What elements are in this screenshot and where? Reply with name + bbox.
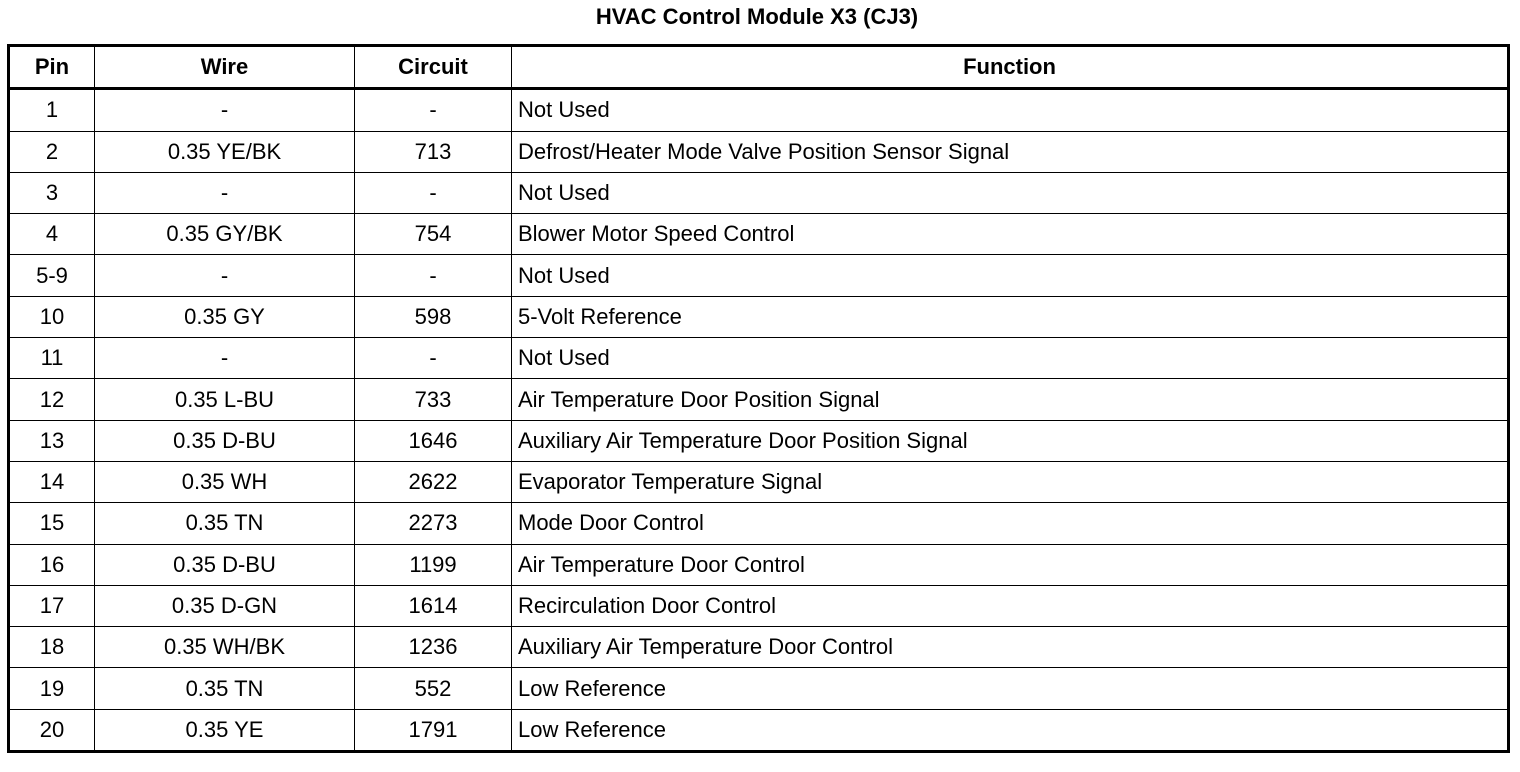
cell-circuit: 733 [355, 379, 512, 420]
cell-wire: 0.35 D-GN [95, 585, 355, 626]
table-row [9, 296, 1509, 337]
cell-wire: 0.35 YE/BK [95, 131, 355, 172]
cell-circuit: 1614 [355, 585, 512, 626]
cell-pin: 3 [9, 172, 95, 213]
cell-function: Not Used [512, 172, 1509, 213]
cell-pin: 17 [9, 585, 95, 626]
cell-wire: - [95, 255, 355, 296]
table-row [9, 172, 1509, 213]
cell-function: Not Used [512, 255, 1509, 296]
cell-wire: - [95, 89, 355, 131]
cell-circuit: 2622 [355, 461, 512, 502]
cell-circuit: 1199 [355, 544, 512, 585]
table-row [9, 585, 1509, 626]
table-body [9, 89, 1509, 752]
table-row [9, 709, 1509, 751]
cell-circuit: - [355, 338, 512, 379]
cell-function: Defrost/Heater Mode Valve Position Sensor Signal [512, 131, 1509, 172]
cell-pin: 13 [9, 420, 95, 461]
table-row [9, 131, 1509, 172]
cell-function: Low Reference [512, 668, 1509, 709]
cell-pin: 19 [9, 668, 95, 709]
table-row [9, 461, 1509, 502]
cell-function: Mode Door Control [512, 503, 1509, 544]
header-pin: Pin [9, 46, 95, 89]
cell-wire: 0.35 YE [95, 709, 355, 751]
cell-circuit: - [355, 172, 512, 213]
table-row [9, 214, 1509, 255]
cell-circuit: 598 [355, 296, 512, 337]
page-title: HVAC Control Module X3 (CJ3) [595, 4, 919, 29]
cell-pin: 5-9 [9, 255, 95, 296]
cell-wire: 0.35 WH/BK [95, 627, 355, 668]
cell-pin: 15 [9, 503, 95, 544]
cell-circuit: - [355, 255, 512, 296]
table-row [9, 338, 1509, 379]
cell-function: Blower Motor Speed Control [512, 214, 1509, 255]
table-row [9, 544, 1509, 585]
header-circuit: Circuit [355, 46, 512, 89]
cell-wire: 0.35 GY/BK [95, 214, 355, 255]
cell-circuit: 754 [355, 214, 512, 255]
table-row [9, 627, 1509, 668]
table-row [9, 89, 1509, 131]
cell-wire: 0.35 TN [95, 668, 355, 709]
cell-wire: 0.35 D-BU [95, 420, 355, 461]
cell-function: Not Used [512, 89, 1509, 131]
cell-pin: 4 [9, 214, 95, 255]
cell-pin: 1 [9, 89, 95, 131]
table-row [9, 255, 1509, 296]
cell-function: 5-Volt Reference [512, 296, 1509, 337]
cell-function: Auxiliary Air Temperature Door Control [512, 627, 1509, 668]
header-wire: Wire [95, 46, 355, 89]
cell-circuit: 713 [355, 131, 512, 172]
cell-circuit: 552 [355, 668, 512, 709]
cell-pin: 14 [9, 461, 95, 502]
cell-circuit: 1791 [355, 709, 512, 751]
cell-wire: 0.35 L-BU [95, 379, 355, 420]
cell-function: Recirculation Door Control [512, 585, 1509, 626]
cell-wire: 0.35 D-BU [95, 544, 355, 585]
table-row [9, 668, 1509, 709]
cell-function: Evaporator Temperature Signal [512, 461, 1509, 502]
cell-wire: - [95, 172, 355, 213]
cell-wire: - [95, 338, 355, 379]
cell-function: Auxiliary Air Temperature Door Position Signal [512, 420, 1509, 461]
cell-function: Air Temperature Door Control [512, 544, 1509, 585]
cell-pin: 20 [9, 709, 95, 751]
cell-wire: 0.35 WH [95, 461, 355, 502]
header-function: Function [512, 46, 1509, 89]
cell-pin: 2 [9, 131, 95, 172]
cell-pin: 18 [9, 627, 95, 668]
table-row [9, 503, 1509, 544]
cell-circuit: 1236 [355, 627, 512, 668]
table-row [9, 379, 1509, 420]
cell-pin: 16 [9, 544, 95, 585]
cell-pin: 10 [9, 296, 95, 337]
cell-function: Not Used [512, 338, 1509, 379]
cell-circuit: 1646 [355, 420, 512, 461]
cell-wire: 0.35 TN [95, 503, 355, 544]
cell-function: Air Temperature Door Position Signal [512, 379, 1509, 420]
cell-circuit: 2273 [355, 503, 512, 544]
cell-function: Low Reference [512, 709, 1509, 751]
table-row [9, 420, 1509, 461]
connector-pinout-table [7, 44, 1510, 753]
table-header-row [9, 46, 1509, 89]
cell-circuit: - [355, 89, 512, 131]
cell-pin: 11 [9, 338, 95, 379]
cell-wire: 0.35 GY [95, 296, 355, 337]
cell-pin: 12 [9, 379, 95, 420]
